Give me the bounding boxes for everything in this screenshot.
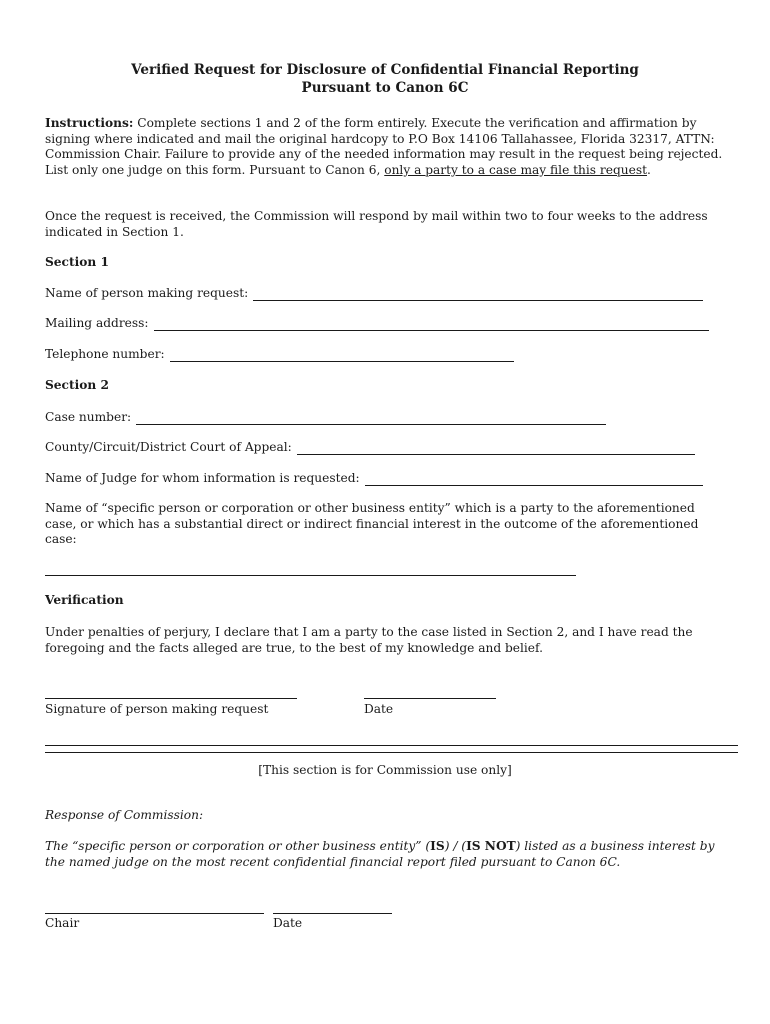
case-row bbox=[45, 410, 606, 425]
case-field[interactable] bbox=[136, 412, 606, 425]
case-label: Case number: bbox=[45, 410, 132, 424]
divider-rule-bottom bbox=[45, 752, 738, 753]
chair-label: Chair bbox=[45, 916, 80, 930]
name-row bbox=[45, 286, 703, 301]
is-not-option[interactable]: IS NOT bbox=[466, 839, 516, 853]
commission-response-text bbox=[45, 839, 725, 870]
judge-row bbox=[45, 471, 703, 486]
response-sep: ) / ( bbox=[444, 839, 467, 853]
court-field[interactable] bbox=[297, 442, 695, 455]
response-pre: The “specific person or corporation or other business entity” ( bbox=[45, 839, 431, 853]
phone-field[interactable] bbox=[170, 349, 514, 362]
court-row bbox=[45, 440, 695, 455]
name-field[interactable] bbox=[253, 288, 703, 301]
instructions-text: Complete sections 1 and 2 of the form entirely. Execute the verification and affirmation by signing where indicated and mail the original hardcopy to P.O Box 14106 Tallahassee, Florida 32317, ATTN: Commission Chair. Failure to provide any of the needed information may result in the request being rejected. List only one judge on this form. Pursuant to Canon 6, bbox=[45, 116, 723, 177]
commission-note: [This section is for Commission use only] bbox=[258, 763, 512, 777]
signature-field[interactable] bbox=[45, 698, 297, 699]
instructions-underlined: only a party to a case may file this request bbox=[384, 162, 647, 177]
response-post: ) listed as a business interest by the named judge on the most recent confidential financial report filed pursuant to Canon 6C. bbox=[45, 839, 715, 869]
signature-label: Signature of person making request bbox=[45, 702, 269, 716]
mailing-label: Mailing address: bbox=[45, 316, 149, 330]
judge-field[interactable] bbox=[365, 473, 703, 486]
mailing-field[interactable] bbox=[154, 318, 709, 331]
entity-field[interactable] bbox=[45, 575, 576, 576]
form-title-line2: Pursuant to Canon 6C bbox=[301, 80, 469, 96]
court-label: County/Circuit/District Court of Appeal: bbox=[45, 440, 292, 454]
chair-date-field[interactable] bbox=[273, 913, 392, 914]
section2-heading: Section 2 bbox=[45, 378, 109, 392]
verification-heading: Verification bbox=[45, 593, 124, 607]
mailing-row bbox=[45, 316, 709, 331]
instructions-paragraph bbox=[45, 116, 725, 178]
chair-date-label: Date bbox=[273, 916, 303, 930]
response-note: Once the request is received, the Commission will respond by mail within two to four weeks to the address indicated in Section 1. bbox=[45, 209, 708, 239]
commission-response-label: Response of Commission: bbox=[45, 808, 204, 822]
signature-date-label: Date bbox=[364, 702, 394, 716]
form-title-line1: Verified Request for Disclosure of Confidential Financial Reporting bbox=[131, 62, 639, 78]
instructions-label: Instructions: bbox=[45, 116, 134, 130]
section1-heading: Section 1 bbox=[45, 255, 109, 269]
judge-label: Name of Judge for whom information is requested: bbox=[45, 471, 360, 485]
chair-signature-field[interactable] bbox=[45, 913, 264, 914]
is-option[interactable]: IS bbox=[430, 839, 445, 853]
phone-row bbox=[45, 347, 514, 362]
phone-label: Telephone number: bbox=[45, 347, 165, 361]
verification-text: Under penalties of perjury, I declare that I am a party to the case listed in Section 2, and I have read the foregoing and the facts alleged are true, to the best of my knowledge and belief. bbox=[45, 625, 693, 655]
divider-rule-top bbox=[45, 745, 738, 746]
signature-date-field[interactable] bbox=[364, 698, 496, 699]
name-label: Name of person making request: bbox=[45, 286, 249, 300]
entity-label: Name of “specific person or corporation or other business entity” which is a party to the aforementioned case, or which has a substantial direct or indirect financial interest in the outcome of the aforementioned case: bbox=[45, 501, 699, 547]
instructions-end: . bbox=[647, 162, 651, 177]
